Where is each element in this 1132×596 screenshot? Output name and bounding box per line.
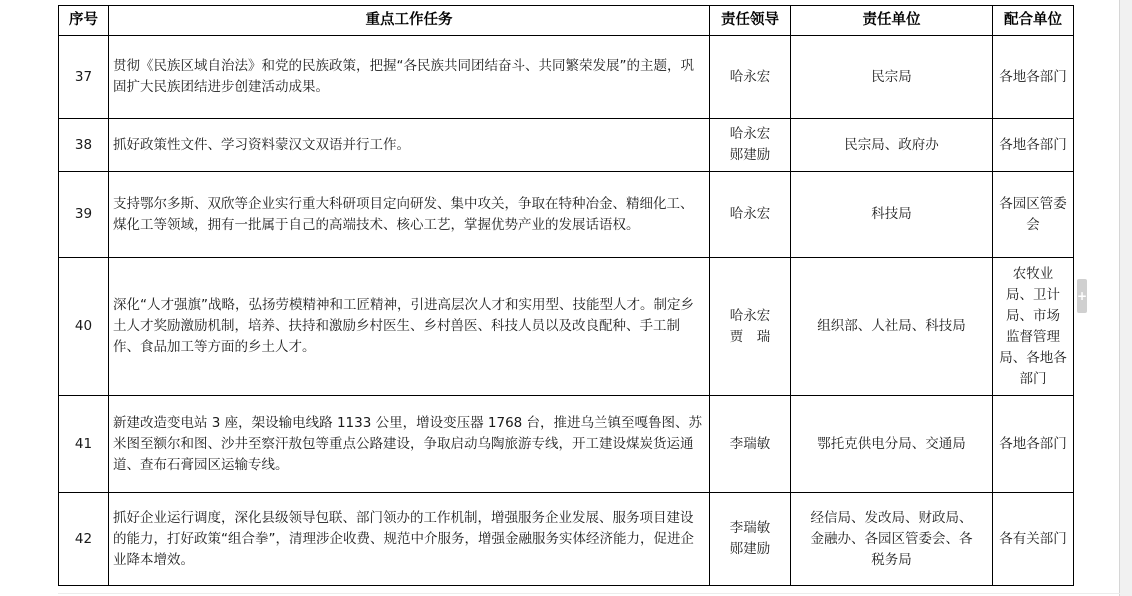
unit-line: 民宗局 <box>871 68 912 85</box>
row-unit <box>791 119 993 172</box>
coop-line: 各园区管委 <box>999 195 1067 212</box>
row-leader <box>710 258 791 396</box>
table-row <box>59 493 1074 586</box>
row-number: 37 <box>59 36 109 119</box>
coop-line: 局、卫计 <box>1006 286 1060 303</box>
row-leader <box>710 119 791 172</box>
table-body <box>59 36 1074 586</box>
coop-line: 各地各部门 <box>999 136 1067 153</box>
unit-line: 经信局、发改局、财政局、 <box>810 509 973 526</box>
table-header-row <box>59 6 1074 36</box>
table-row <box>59 119 1074 172</box>
row-task: 深化“人才强旗”战略，弘扬劳模精神和工匠精神，引进高层次人才和实用型、技能型人才。制定乡土人才奖励激励机制，培养、扶持和激励乡村医生、乡村兽医、科技人员以及改良配种、手工制作、食品加工等方面的乡土人才。 <box>109 258 710 396</box>
leader-line: 哈永宏 <box>729 206 771 222</box>
unit-line: 税务局 <box>871 551 912 568</box>
row-coop <box>993 36 1074 119</box>
table-row <box>59 396 1074 493</box>
row-number: 41 <box>59 396 109 493</box>
coop-line: 各地各部门 <box>999 68 1067 85</box>
row-leader <box>710 396 791 493</box>
leader-line: 李瑞敏 <box>729 520 771 536</box>
unit-line: 金融办、各园区管委会、各 <box>810 530 973 547</box>
coop-line: 局、各地各 <box>999 349 1067 366</box>
header-unit: 责任单位 <box>791 6 993 36</box>
page-bottom-edge <box>58 593 1120 594</box>
row-unit <box>791 493 993 586</box>
leader-line: 哈永宏 <box>729 307 771 324</box>
unit-line: 科技局 <box>871 206 912 222</box>
row-coop <box>993 396 1074 493</box>
key-tasks-table <box>58 5 1074 586</box>
coop-line: 各有关部门 <box>999 530 1067 547</box>
row-coop <box>993 258 1074 396</box>
expand-plus-icon[interactable]: + <box>1077 279 1087 313</box>
leader-line: 哈永宏 <box>729 126 771 142</box>
row-number: 39 <box>59 172 109 258</box>
leader-line: 贾 瑞 <box>729 328 771 345</box>
row-leader <box>710 172 791 258</box>
unit-line: 鄂托克供电分局、交通局 <box>817 435 966 452</box>
row-leader <box>710 493 791 586</box>
leader-line: 郧建励 <box>729 147 771 163</box>
leader-line: 哈永宏 <box>729 68 771 85</box>
row-task: 抓好企业运行调度，深化县级领导包联、部门领办的工作机制，增强服务企业发展、服务项目建设的能力，打好政策“组合拳”，清理涉企收费、规范中介服务，增强金融服务实体经济能力，促进企业降本增效。 <box>109 493 710 586</box>
row-coop <box>993 172 1074 258</box>
coop-line: 各地各部门 <box>999 435 1067 452</box>
header-number: 序号 <box>59 6 109 36</box>
row-task: 支持鄂尔多斯、双欣等企业实行重大科研项目定向研发、集中攻关，争取在特种冶金、精细化工、煤化工等领域，拥有一批属于自己的高端技术、核心工艺，掌握优势产业的发展话语权。 <box>109 172 710 258</box>
header-leader: 责任领导 <box>710 6 791 36</box>
row-task: 贯彻《民族区域自治法》和党的民族政策，把握“各民族共同团结奋斗、共同繁荣发展”的主题，巩固扩大民族团结进步创建活动成果。 <box>109 36 710 119</box>
row-coop <box>993 493 1074 586</box>
row-unit <box>791 36 993 119</box>
row-task: 抓好政策性文件、学习资料蒙汉文双语并行工作。 <box>109 119 710 172</box>
header-task: 重点工作任务 <box>109 6 710 36</box>
row-task: 新建改造变电站 3 座，架设输电线路 1133 公里，增设变压器 1768 台，推进乌兰镇至嘎鲁图、苏米图至额尔和图、沙井至察汗敖包等重点公路建设，争取启动乌陶旅游专线，开工建设煤炭货运通道、查布石膏园区运输专线。 <box>109 396 710 493</box>
unit-line: 民宗局、政府办 <box>844 136 939 153</box>
table-row <box>59 36 1074 119</box>
unit-line: 组织部、人社局、科技局 <box>817 318 966 334</box>
table-row <box>59 172 1074 258</box>
row-unit <box>791 258 993 396</box>
row-number: 38 <box>59 119 109 172</box>
row-coop <box>993 119 1074 172</box>
row-unit <box>791 172 993 258</box>
leader-line: 李瑞敏 <box>729 435 771 452</box>
row-number: 40 <box>59 258 109 396</box>
coop-line: 会 <box>1026 216 1040 233</box>
row-number: 42 <box>59 493 109 586</box>
leader-line: 郧建励 <box>729 541 771 557</box>
header-coop: 配合单位 <box>993 6 1074 36</box>
table-row <box>59 258 1074 396</box>
left-page-margin <box>0 0 58 596</box>
coop-line: 农牧业 <box>1012 265 1054 282</box>
scroll-gutter <box>1120 0 1132 596</box>
row-leader <box>710 36 791 119</box>
row-unit <box>791 396 993 493</box>
coop-line: 局、市场 <box>1006 307 1060 324</box>
coop-line: 监督管理 <box>1006 328 1060 345</box>
coop-line: 部门 <box>1019 370 1047 387</box>
